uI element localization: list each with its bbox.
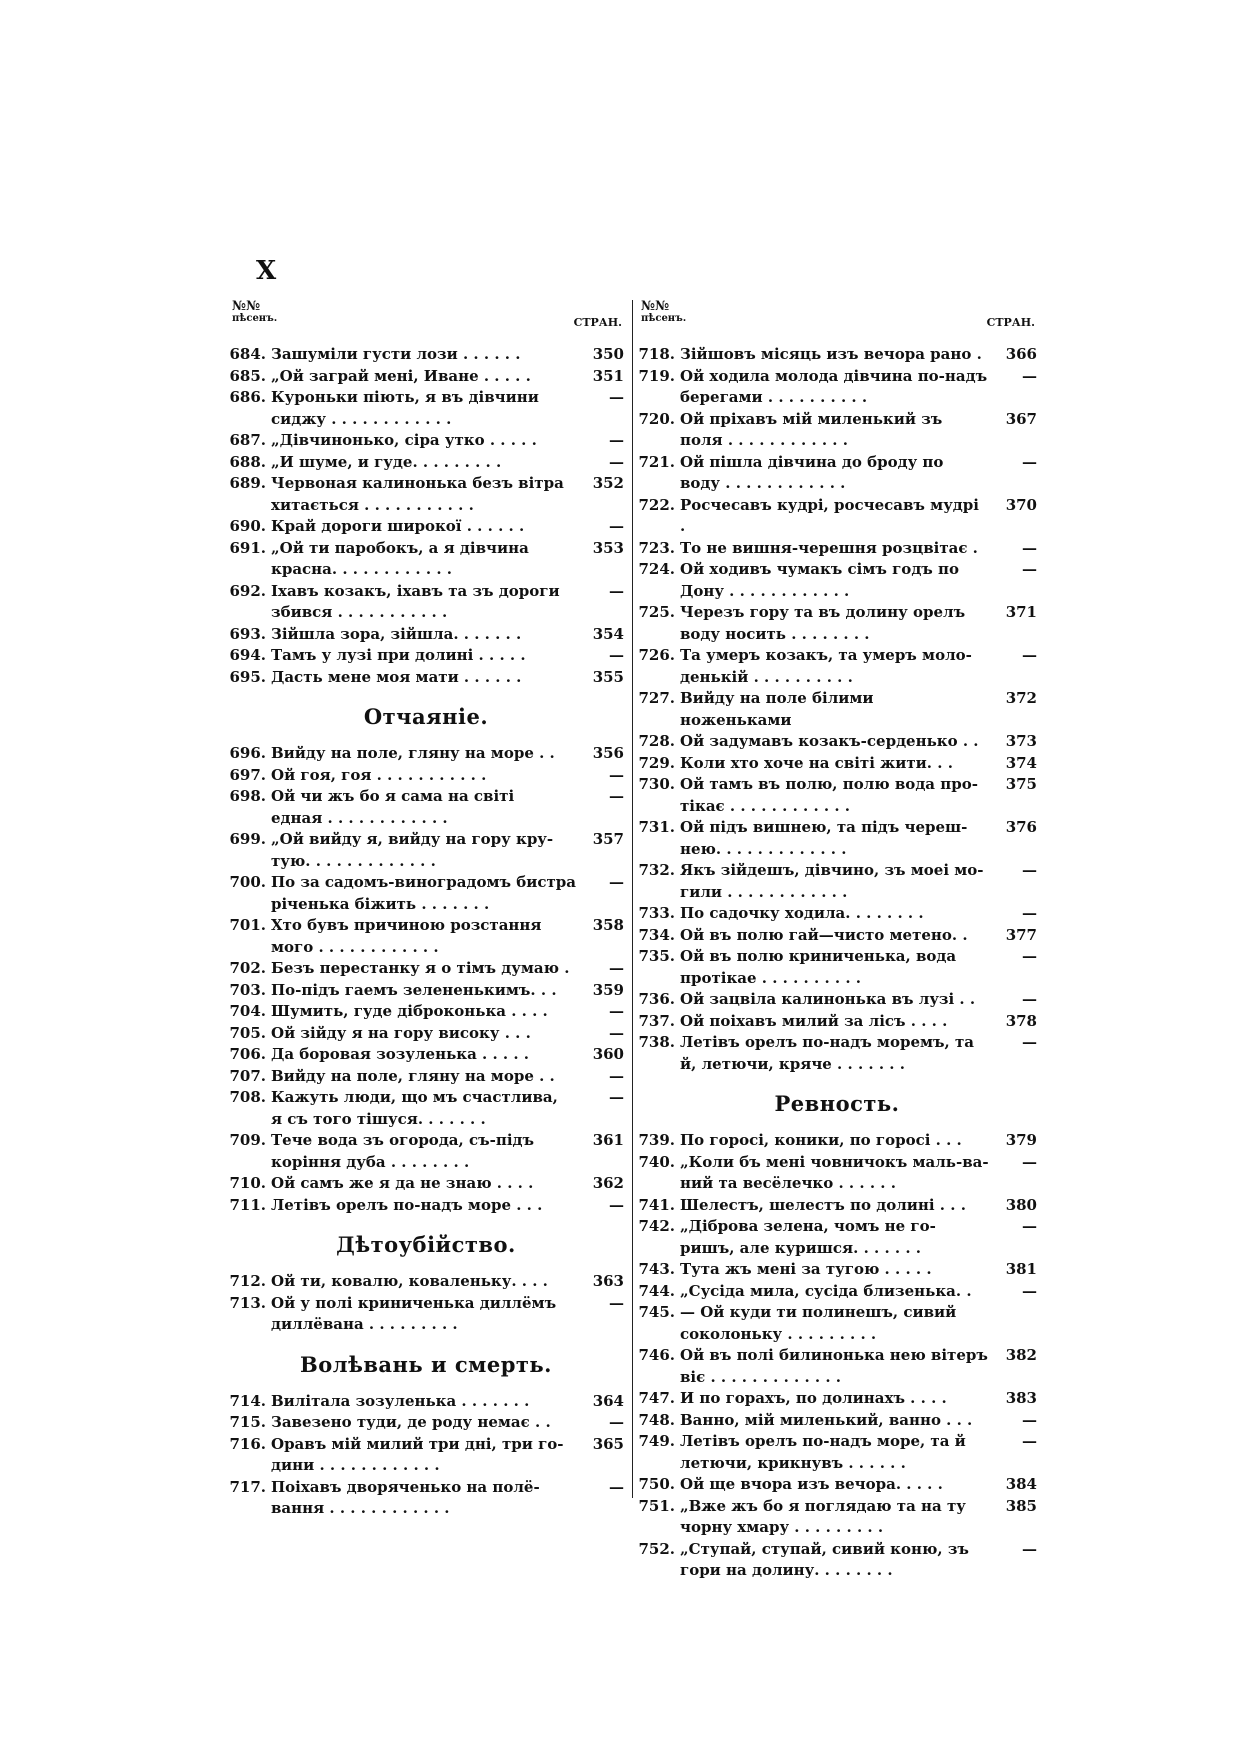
toc-entry — [228, 958, 624, 980]
toc-entry — [637, 925, 1037, 947]
entry-page: — — [609, 517, 624, 535]
entry-title: Летівъ орелъ по-надъ моремъ, та й, летючи, кряче . . . . . . . — [680, 1033, 974, 1073]
toc-entry — [228, 387, 624, 430]
toc-entry — [228, 1023, 624, 1045]
toc-entry — [228, 366, 624, 388]
entry-title: Безъ перестанку я о тімъ думаю . — [271, 959, 570, 977]
section-heading: Дѣтоубійство. — [336, 1232, 516, 1257]
entry-number: 735. — [638, 947, 675, 965]
entry-title: Ой ходивъ чумакъ сімъ годъ по Дону . . . . . . . . . . . . — [680, 560, 960, 600]
entry-title: Ой пішла дівчина до броду по воду . . . . . . . . . . . . — [680, 452, 944, 492]
entry-number: 727. — [638, 689, 675, 707]
entry-title: Ой ходила молода дівчина по-надъ берегами . . . . . . . . . . — [680, 366, 988, 406]
section-heading: Отчаяніе. — [363, 704, 489, 729]
page-header: СТРАН. — [573, 316, 622, 329]
entry-page: — — [609, 873, 624, 891]
entry-list — [228, 743, 624, 1216]
left-column — [228, 300, 624, 1520]
entry-list — [228, 1271, 624, 1336]
toc-entry — [637, 774, 1037, 817]
entry-number: 731. — [638, 818, 675, 836]
toc-entry — [637, 1431, 1037, 1474]
entry-number: 687. — [229, 431, 266, 449]
entry-number: 750. — [638, 1475, 675, 1493]
entry-page: — — [1022, 947, 1037, 965]
toc-entry — [637, 1130, 1037, 1152]
toc-entry — [228, 1391, 624, 1413]
entry-title: Ой пріхавъ мій миленький зъ поля . . . . . . . . . . . . — [680, 409, 943, 449]
toc-entry — [637, 409, 1037, 452]
entry-title: Тече вода зъ огорода, съ-підъ коріння дуба . . . . . . . . — [271, 1131, 535, 1171]
entry-number: 737. — [638, 1011, 675, 1030]
toc-entry — [228, 980, 624, 1002]
entry-list — [228, 344, 624, 688]
entry-title: „Сусіда мила, сусіда близенька. . — [680, 1281, 972, 1300]
entry-page: — — [1022, 990, 1037, 1008]
entry-page: 362 — [592, 1174, 624, 1192]
entry-title: Ой у полі криниченька диллёмъ диллёвана . . . . . . . . . — [271, 1293, 557, 1333]
toc-entry — [637, 1388, 1037, 1410]
entry-title: Ой поіхавъ милий за лісъ . . . . — [680, 1011, 948, 1030]
toc-entry — [228, 430, 624, 452]
toc-entry — [637, 731, 1037, 753]
entry-page: 352 — [592, 474, 624, 492]
entry-number: 695. — [229, 667, 266, 686]
entry-number: 705. — [229, 1023, 266, 1042]
entry-title: Вилітала зозуленька . . . . . . . — [271, 1391, 530, 1410]
entry-page: 356 — [592, 744, 624, 762]
entry-number: 726. — [638, 646, 675, 664]
entry-number: 749. — [638, 1432, 675, 1450]
entry-title: По за садомъ-виноградомъ бистра річенька біжить . . . . . . . — [271, 873, 576, 913]
entry-number: 734. — [638, 925, 675, 944]
entry-page: — — [1022, 1152, 1037, 1171]
toc-entry — [228, 1044, 624, 1066]
entry-page: 354 — [592, 624, 624, 643]
entry-title: „Ой заграй мені, Иване . . . . . — [271, 366, 531, 385]
entry-title: Ванно, мій миленький, ванно . . . — [680, 1410, 973, 1429]
toc-entry — [228, 765, 624, 787]
number-sublabel: пѣсенъ. — [641, 312, 687, 324]
entry-page: — — [609, 1002, 624, 1020]
toc-entry — [637, 1345, 1037, 1388]
toc-entry — [228, 452, 624, 474]
entry-number: 745. — [638, 1303, 675, 1321]
entry-page: 360 — [592, 1045, 624, 1063]
toc-entry — [637, 366, 1037, 409]
entry-page: 365 — [592, 1434, 624, 1453]
entry-number: 689. — [229, 474, 266, 492]
toc-entry — [637, 559, 1037, 602]
entry-number: 743. — [638, 1260, 675, 1278]
entry-number: 741. — [638, 1195, 675, 1214]
toc-entry — [637, 1152, 1037, 1195]
entry-number: 693. — [229, 624, 266, 643]
toc-entry — [228, 915, 624, 958]
toc-entry — [228, 1293, 624, 1336]
entry-number: 718. — [638, 345, 675, 363]
entry-title: Ой въ полю криниченька, вода протікае . . . . . . . . . . — [680, 947, 957, 987]
entry-title: Зашуміли густи лози . . . . . . — [271, 345, 521, 363]
entry-page: 364 — [592, 1391, 624, 1410]
entry-number: 711. — [229, 1195, 266, 1214]
entry-number: 720. — [638, 409, 675, 428]
entry-title: Вийду на поле, гляну на море . . — [271, 1066, 555, 1085]
entry-page: — — [609, 581, 624, 600]
entry-title: Тамъ у лузі при долині . . . . . — [271, 646, 526, 664]
entry-number: 697. — [229, 765, 266, 784]
entry-title: Завезено туди, де роду немає . . — [271, 1413, 551, 1431]
entry-title: Ой чи жъ бо я сама на світі едная . . . . . . . . . . . . — [271, 787, 515, 827]
entry-list — [637, 1130, 1037, 1582]
entry-number: 747. — [638, 1389, 675, 1407]
right-column — [632, 299, 1037, 1579]
entry-page: 379 — [1005, 1131, 1037, 1149]
entry-page: — — [1022, 560, 1037, 578]
entry-title: Летівъ орелъ по-надъ море . . . — [271, 1195, 543, 1214]
entry-title: Ой гоя, гоя . . . . . . . . . . . — [271, 765, 487, 784]
entry-page: 381 — [1005, 1260, 1037, 1278]
toc-entry — [228, 344, 624, 366]
entry-number: 692. — [229, 581, 266, 600]
number-header — [232, 300, 277, 324]
entry-title: Край дороги широкої . . . . . . — [271, 517, 525, 535]
entry-number: 712. — [229, 1272, 266, 1290]
toc-entry — [228, 1412, 624, 1434]
page-header: СТРАН. — [986, 316, 1035, 329]
entry-title: „Коли бъ мені човничокъ маль-ва- ний та весёлечко . . . . . . — [680, 1152, 989, 1192]
entry-page: — — [609, 787, 624, 805]
entry-number: 698. — [229, 787, 266, 805]
toc-entry — [637, 495, 1037, 538]
entry-page: 380 — [1005, 1195, 1037, 1214]
entry-page: — — [609, 431, 624, 449]
entry-title: — Ой куди ти полинешъ, сивий соколоньку . . . . . . . . . — [680, 1303, 957, 1343]
entry-page: 384 — [1005, 1475, 1037, 1493]
entry-page: — — [1022, 1539, 1037, 1558]
left-column-header — [228, 300, 624, 344]
toc-entry — [637, 344, 1037, 366]
entry-title: Росчесавъ кудрі, росчесавъ мудрі . — [680, 495, 979, 535]
entry-page: — — [1022, 1432, 1037, 1450]
entry-number: 706. — [229, 1045, 266, 1063]
toc-entry — [228, 581, 624, 624]
entry-list — [637, 344, 1037, 1075]
entry-page: — — [1022, 366, 1037, 385]
entry-page: 350 — [592, 345, 624, 363]
entry-title: Вийду на поле, гляну на море . . — [271, 744, 555, 762]
toc-entry — [228, 1195, 624, 1217]
entry-page: 366 — [1005, 345, 1037, 363]
toc-entry — [637, 1259, 1037, 1281]
entry-title: Ой въ полі билинонька нею вітеръ віє . . . . . . . . . . . . . — [680, 1346, 988, 1386]
number-header — [641, 300, 686, 324]
entry-title: Тута жъ мені за тугою . . . . . — [680, 1260, 932, 1278]
entry-number: 707. — [229, 1066, 266, 1085]
entry-title: Ой зійду я на гору високу . . . — [271, 1023, 531, 1042]
toc-entry — [637, 1195, 1037, 1217]
entry-number: 710. — [229, 1174, 266, 1192]
entry-title: И по горахъ, по долинахъ . . . . — [680, 1389, 947, 1407]
entry-page: — — [1022, 1281, 1037, 1300]
entry-page: — — [1022, 861, 1037, 879]
entry-page: 359 — [592, 980, 624, 999]
entry-number: 721. — [638, 452, 675, 471]
entry-title: По горосі, коники, по горосі . . . — [680, 1131, 962, 1149]
toc-entry — [228, 667, 624, 689]
entry-number: 714. — [229, 1391, 266, 1410]
entry-number: 723. — [638, 538, 675, 557]
entry-page: 363 — [592, 1272, 624, 1290]
entry-title: Зійшла зора, зійшла. . . . . . . — [271, 624, 522, 643]
entry-page: — — [609, 1195, 624, 1214]
entry-page: — — [609, 1413, 624, 1431]
toc-entry — [228, 1066, 624, 1088]
toc-entry — [637, 1302, 1037, 1345]
entry-page: 371 — [1005, 603, 1037, 621]
toc-entry — [637, 688, 1037, 731]
toc-entry — [228, 645, 624, 667]
entry-number: 752. — [638, 1539, 675, 1558]
entry-number: 709. — [229, 1131, 266, 1149]
toc-entry — [228, 538, 624, 581]
entry-number: 729. — [638, 753, 675, 772]
entry-title: „Вже жъ бо я поглядаю та на ту чорну хмару . . . . . . . . . — [680, 1496, 966, 1536]
entry-page: 376 — [1005, 818, 1037, 836]
toc-entry — [637, 1216, 1037, 1259]
entry-number: 694. — [229, 646, 266, 664]
entry-title: Ой ще вчора изъ вечора. . . . . — [680, 1475, 943, 1493]
entry-title: Вийду на поле білими ноженьками — [680, 689, 874, 729]
toc-entry — [637, 817, 1037, 860]
entry-page: — — [1022, 1217, 1037, 1235]
entry-page: 383 — [1005, 1389, 1037, 1407]
toc-entry — [228, 786, 624, 829]
entry-page: — — [1022, 452, 1037, 471]
entry-page: 361 — [592, 1131, 624, 1149]
entry-page: — — [1022, 904, 1037, 922]
toc-entry — [228, 872, 624, 915]
entry-page: — — [609, 1477, 624, 1496]
toc-entry — [228, 1173, 624, 1195]
toc-entry — [637, 946, 1037, 989]
entry-title: Шумить, гуде діброконька . . . . — [271, 1002, 548, 1020]
entry-page: — — [1022, 538, 1037, 557]
entry-page: — — [609, 1088, 624, 1106]
toc-entry — [637, 1539, 1037, 1582]
entry-number: 696. — [229, 744, 266, 762]
number-label: №№ — [641, 299, 670, 314]
entry-number: 733. — [638, 904, 675, 922]
entry-number: 730. — [638, 775, 675, 793]
page-number: X — [256, 256, 277, 286]
entry-page: — — [609, 1066, 624, 1085]
entry-title: Черезъ гору та въ долину орелъ воду носить . . . . . . . . — [680, 603, 966, 643]
section-heading: Волѣвань и смерть. — [300, 1351, 552, 1377]
entry-title: По садочку ходила. . . . . . . . — [680, 904, 924, 922]
entry-title: Та умеръ козакъ, та умеръ моло- денькій . . . . . . . . . . — [680, 646, 972, 686]
toc-entry — [228, 1130, 624, 1173]
entry-page: — — [609, 388, 624, 406]
entry-page: — — [1022, 646, 1037, 664]
section-heading: Ревность. — [774, 1091, 900, 1116]
entry-number: 685. — [229, 366, 266, 385]
number-label: №№ — [232, 299, 261, 314]
toc-entry — [637, 1281, 1037, 1303]
entry-number: 740. — [638, 1152, 675, 1171]
entry-number: 691. — [229, 538, 266, 557]
entry-page: — — [609, 765, 624, 784]
entry-title: „Ступай, ступай, сивий коню, зъ гори на долину. . . . . . . . — [680, 1539, 969, 1579]
toc-entry — [637, 753, 1037, 775]
entry-number: 746. — [638, 1346, 675, 1364]
entry-title: Поіхавъ дворяченько на полё- вання . . . . . . . . . . . . — [271, 1477, 540, 1517]
toc-entry — [228, 1477, 624, 1520]
entry-title: Зійшовъ місяць изъ вечора рано . — [680, 345, 982, 363]
number-sublabel: пѣсенъ. — [232, 312, 278, 324]
entry-title: Іхавъ козакъ, іхавъ та зъ дороги збився . . . . . . . . . . . — [271, 581, 560, 621]
right-column-header — [637, 300, 1037, 344]
entry-title: „Ой ти паробокъ, а я дівчина красна. . . . . . . . . . . . — [271, 538, 529, 578]
entry-title: Ой підъ вишнею, та підъ череш- нею. . . . . . . . . . . . . — [680, 818, 968, 858]
entry-page: 367 — [1005, 409, 1037, 428]
entry-page: 385 — [1005, 1496, 1037, 1515]
entry-number: 722. — [638, 495, 675, 514]
entry-page: 372 — [1005, 689, 1037, 707]
toc-entry — [637, 645, 1037, 688]
entry-title: Оравъ мій милий три дні, три го- дини . . . . . . . . . . . . — [271, 1434, 564, 1474]
entry-page: 357 — [592, 830, 624, 848]
entry-title: Ой въ полю гай—чисто метено. . — [680, 925, 968, 944]
entry-title: То не вишня-черешня розцвітає . — [680, 538, 978, 557]
entry-title: Хто бувъ причиною розстання мого . . . . . . . . . . . . — [271, 916, 542, 956]
entry-number: 690. — [229, 517, 266, 535]
entry-title: Дасть мене моя мати . . . . . . — [271, 667, 522, 686]
entry-number: 704. — [229, 1002, 266, 1020]
toc-entry — [228, 1271, 624, 1293]
entry-title: Куроньки піють, я въ дівчини сиджу . . . . . . . . . . . . — [271, 388, 539, 428]
toc-entry — [228, 1001, 624, 1023]
entry-title: Червоная калинонька безъ вітра хитається . . . . . . . . . . . — [271, 474, 564, 514]
entry-title: Ой тамъ въ полю, полю вода про- тікає . . . . . . . . . . . . — [680, 775, 978, 815]
toc-entry — [637, 903, 1037, 925]
entry-title: „Діброва зелена, чомъ не го- ришъ, але куришся. . . . . . . — [680, 1217, 936, 1257]
toc-entry — [637, 989, 1037, 1011]
entry-page: 355 — [592, 667, 624, 686]
entry-title: „Дівчинонько, сіра утко . . . . . — [271, 431, 537, 449]
toc-entry — [637, 1474, 1037, 1496]
entry-number: 716. — [229, 1434, 266, 1453]
entry-title: Ой самъ же я да не знаю . . . . — [271, 1174, 534, 1192]
entry-page: 382 — [1005, 1346, 1037, 1364]
entry-number: 702. — [229, 959, 266, 977]
toc-entry — [228, 473, 624, 516]
toc-entry — [637, 1032, 1037, 1075]
entry-title: Ой ти, ковалю, коваленьку. . . . — [271, 1272, 548, 1290]
entry-page: — — [609, 959, 624, 977]
entry-number: 719. — [638, 366, 675, 385]
entry-number: 708. — [229, 1088, 266, 1106]
entry-number: 739. — [638, 1131, 675, 1149]
toc-entry — [228, 743, 624, 765]
entry-page: 374 — [1005, 753, 1037, 772]
entry-page: — — [609, 1023, 624, 1042]
entry-list — [228, 1391, 624, 1520]
entry-title: Ой задумавъ козакъ-серденько . . — [680, 732, 979, 750]
entry-number: 748. — [638, 1410, 675, 1429]
toc-entry — [637, 1011, 1037, 1033]
entry-title: Якъ зійдешъ, дівчино, зъ моеі мо- гили . . . . . . . . . . . . — [680, 861, 984, 901]
entry-number: 713. — [229, 1293, 266, 1312]
entry-page: — — [609, 1293, 624, 1312]
entry-number: 725. — [638, 603, 675, 621]
toc-entry — [228, 516, 624, 538]
entry-title: Кажуть люди, що мъ счастлива, я съ того тішуся. . . . . . . — [271, 1088, 558, 1128]
entry-page: 351 — [592, 366, 624, 385]
entry-number: 717. — [229, 1477, 266, 1496]
entry-page: — — [609, 452, 624, 471]
entry-number: 684. — [229, 345, 266, 363]
toc-entry — [637, 452, 1037, 495]
toc-entry — [637, 538, 1037, 560]
entry-title: Ой зацвіла калинонька въ лузі . . — [680, 990, 976, 1008]
entry-page: — — [1022, 1410, 1037, 1429]
entry-page — [989, 1302, 1037, 1345]
entry-page: 370 — [1005, 495, 1037, 514]
entry-number: 688. — [229, 452, 266, 471]
entry-title: „Ой вийду я, вийду на гору кру- тую. . . . . . . . . . . . . — [271, 830, 554, 870]
entry-page: 375 — [1005, 775, 1037, 793]
entry-number: 738. — [638, 1033, 675, 1051]
entry-page: 353 — [592, 538, 624, 557]
toc-entry — [228, 829, 624, 872]
entry-number: 728. — [638, 732, 675, 750]
entry-number: 703. — [229, 980, 266, 999]
entry-page: 358 — [592, 916, 624, 934]
entry-title: Коли хто хоче на світі жити. . . — [680, 753, 953, 772]
toc-entry — [228, 624, 624, 646]
entry-title: Да боровая зозуленька . . . . . — [271, 1045, 530, 1063]
toc-entry — [637, 860, 1037, 903]
entry-page: 378 — [1005, 1011, 1037, 1030]
entry-page: — — [1022, 1033, 1037, 1051]
toc-entry — [637, 1410, 1037, 1432]
entry-number: 732. — [638, 861, 675, 879]
entry-number: 751. — [638, 1496, 675, 1515]
toc-entry — [228, 1087, 624, 1130]
entry-number: 724. — [638, 560, 675, 578]
entry-page: — — [609, 646, 624, 664]
entry-title: Летівъ орелъ по-надъ море, та й летючи, крикнувъ . . . . . . — [680, 1432, 966, 1472]
entry-number: 699. — [229, 830, 266, 848]
entry-page: 373 — [1005, 732, 1037, 750]
entry-title: „И шуме, и гуде. . . . . . . . . — [271, 452, 502, 471]
entry-number: 715. — [229, 1413, 266, 1431]
entry-number: 742. — [638, 1217, 675, 1235]
entry-number: 736. — [638, 990, 675, 1008]
toc-entry — [637, 602, 1037, 645]
entry-number: 700. — [229, 873, 266, 891]
entry-title: По-підъ гаемъ зелененькимъ. . . — [271, 980, 557, 999]
toc-entry — [637, 1496, 1037, 1539]
entry-page: 377 — [1005, 925, 1037, 944]
entry-number: 701. — [229, 916, 266, 934]
toc-entry — [228, 1434, 624, 1477]
entry-number: 744. — [638, 1281, 675, 1300]
entry-title: Шелестъ, шелестъ по долині . . . — [680, 1195, 966, 1214]
entry-number: 686. — [229, 388, 266, 406]
